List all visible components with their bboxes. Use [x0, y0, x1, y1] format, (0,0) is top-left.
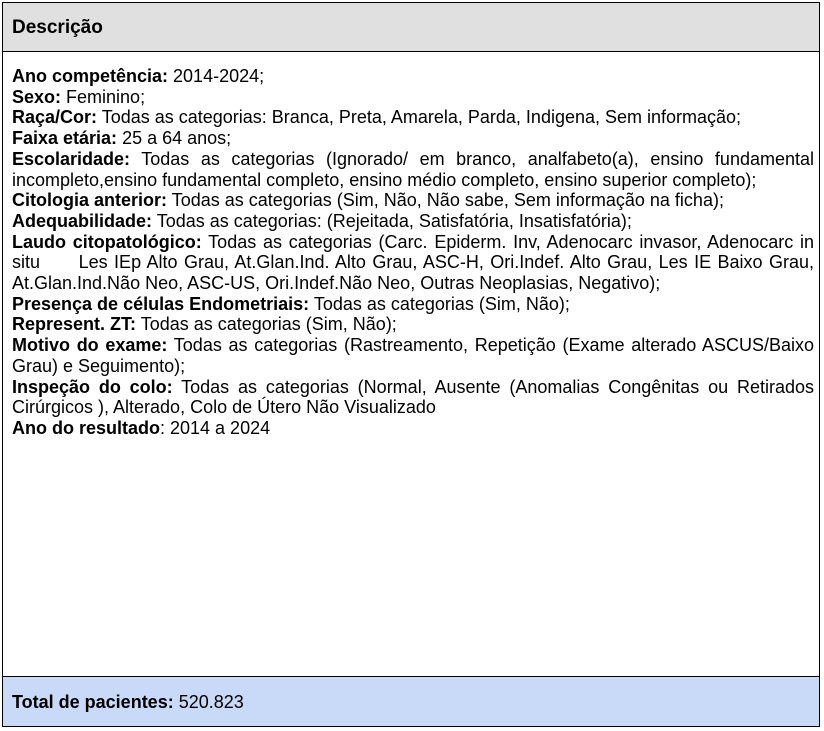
- row-faixa-etaria: [12, 128, 814, 149]
- description-body: [12, 66, 814, 439]
- row-escolaridade: [12, 149, 814, 190]
- total-label: Total de pacientes:: [12, 692, 174, 712]
- row-inspecao-colo: [12, 377, 814, 418]
- row-represent-zt: [12, 314, 814, 335]
- total-value: 520.823: [173, 692, 244, 712]
- row-label: Sexo:: [12, 86, 62, 107]
- row-text: Feminino;: [61, 86, 146, 107]
- row-laudo-citopatologico: [12, 232, 814, 294]
- header-title: Descrição: [12, 17, 103, 38]
- row-label: Inspeção do colo:: [12, 376, 173, 397]
- total-patients: [12, 692, 244, 712]
- row-ano-resultado: [12, 418, 814, 439]
- row-celulas-endometriais: [12, 294, 814, 315]
- row-label: Represent. ZT:: [12, 314, 137, 335]
- row-text: Todas as categorias: Branca, Preta, Amarela, Parda, Indigena, Sem informação;: [97, 107, 742, 128]
- row-label: Adequabilidade:: [12, 210, 153, 231]
- row-label: Laudo citopatológico:: [12, 231, 202, 252]
- row-text: Todas as categorias (Sim, Não);: [309, 293, 570, 314]
- row-text: Todas as categorias (Normal, Ausente (Anomalias Congênitas ou Retirados Cirúrgicos ), Alterado, Colo de Útero Não Visualizado: [12, 376, 814, 418]
- row-raca-cor: [12, 107, 814, 128]
- table-footer: [3, 676, 819, 726]
- row-adequabilidade: [12, 211, 814, 232]
- row-text: 25 a 64 anos;: [117, 128, 232, 149]
- row-text: : 2014 a 2024: [160, 417, 271, 438]
- table-header: [3, 3, 819, 52]
- row-motivo-exame: [12, 335, 814, 376]
- row-label: Faixa etária:: [12, 128, 118, 149]
- row-label: Presença de células Endometriais:: [12, 293, 310, 314]
- row-text: Todas as categorias (Sim, Não);: [136, 314, 397, 335]
- row-text: 2014-2024;: [168, 66, 265, 86]
- row-ano-competencia: [12, 66, 814, 87]
- row-label: Raça/Cor:: [12, 107, 98, 128]
- row-label: Escolaridade:: [12, 148, 131, 169]
- row-label: Citologia anterior:: [12, 190, 168, 211]
- row-text: Todas as categorias (Rastreamento, Repetição (Exame alterado ASCUS/Baixo Grau) e Seguimento);: [12, 335, 814, 376]
- row-label: Motivo do exame:: [12, 335, 168, 356]
- row-text: Todas as categorias (Ignorado/ em branco, analfabeto(a), ensino fundamental incompleto,ensino fundamental completo, ensino médio completo, ensino superior completo);: [12, 148, 814, 190]
- description-table: [2, 2, 820, 727]
- row-sexo: [12, 87, 814, 108]
- row-text: Todas as categorias (Carc. Epiderm. Inv, Adenocarc invasor, Adenocarc in situ Les IEp Alto Grau, At.Glan.Ind. Alto Grau, ASC-H, Ori.Indef. Alto Grau, Les IE Baixo Grau, At.Glan.Ind.Não Neo, ASC-US, Ori.Indef.Não Neo, Outras Neoplasias, Negativo);: [12, 231, 814, 294]
- row-citologia-anterior: [12, 190, 814, 211]
- row-label: Ano do resultado: [12, 417, 160, 438]
- row-text: Todas as categorias (Sim, Não, Não sabe, Sem informação na ficha);: [167, 190, 724, 211]
- row-label: Ano competência:: [12, 66, 169, 86]
- row-text: Todas as categorias: (Rejeitada, Satisfatória, Insatisfatória);: [152, 210, 632, 231]
